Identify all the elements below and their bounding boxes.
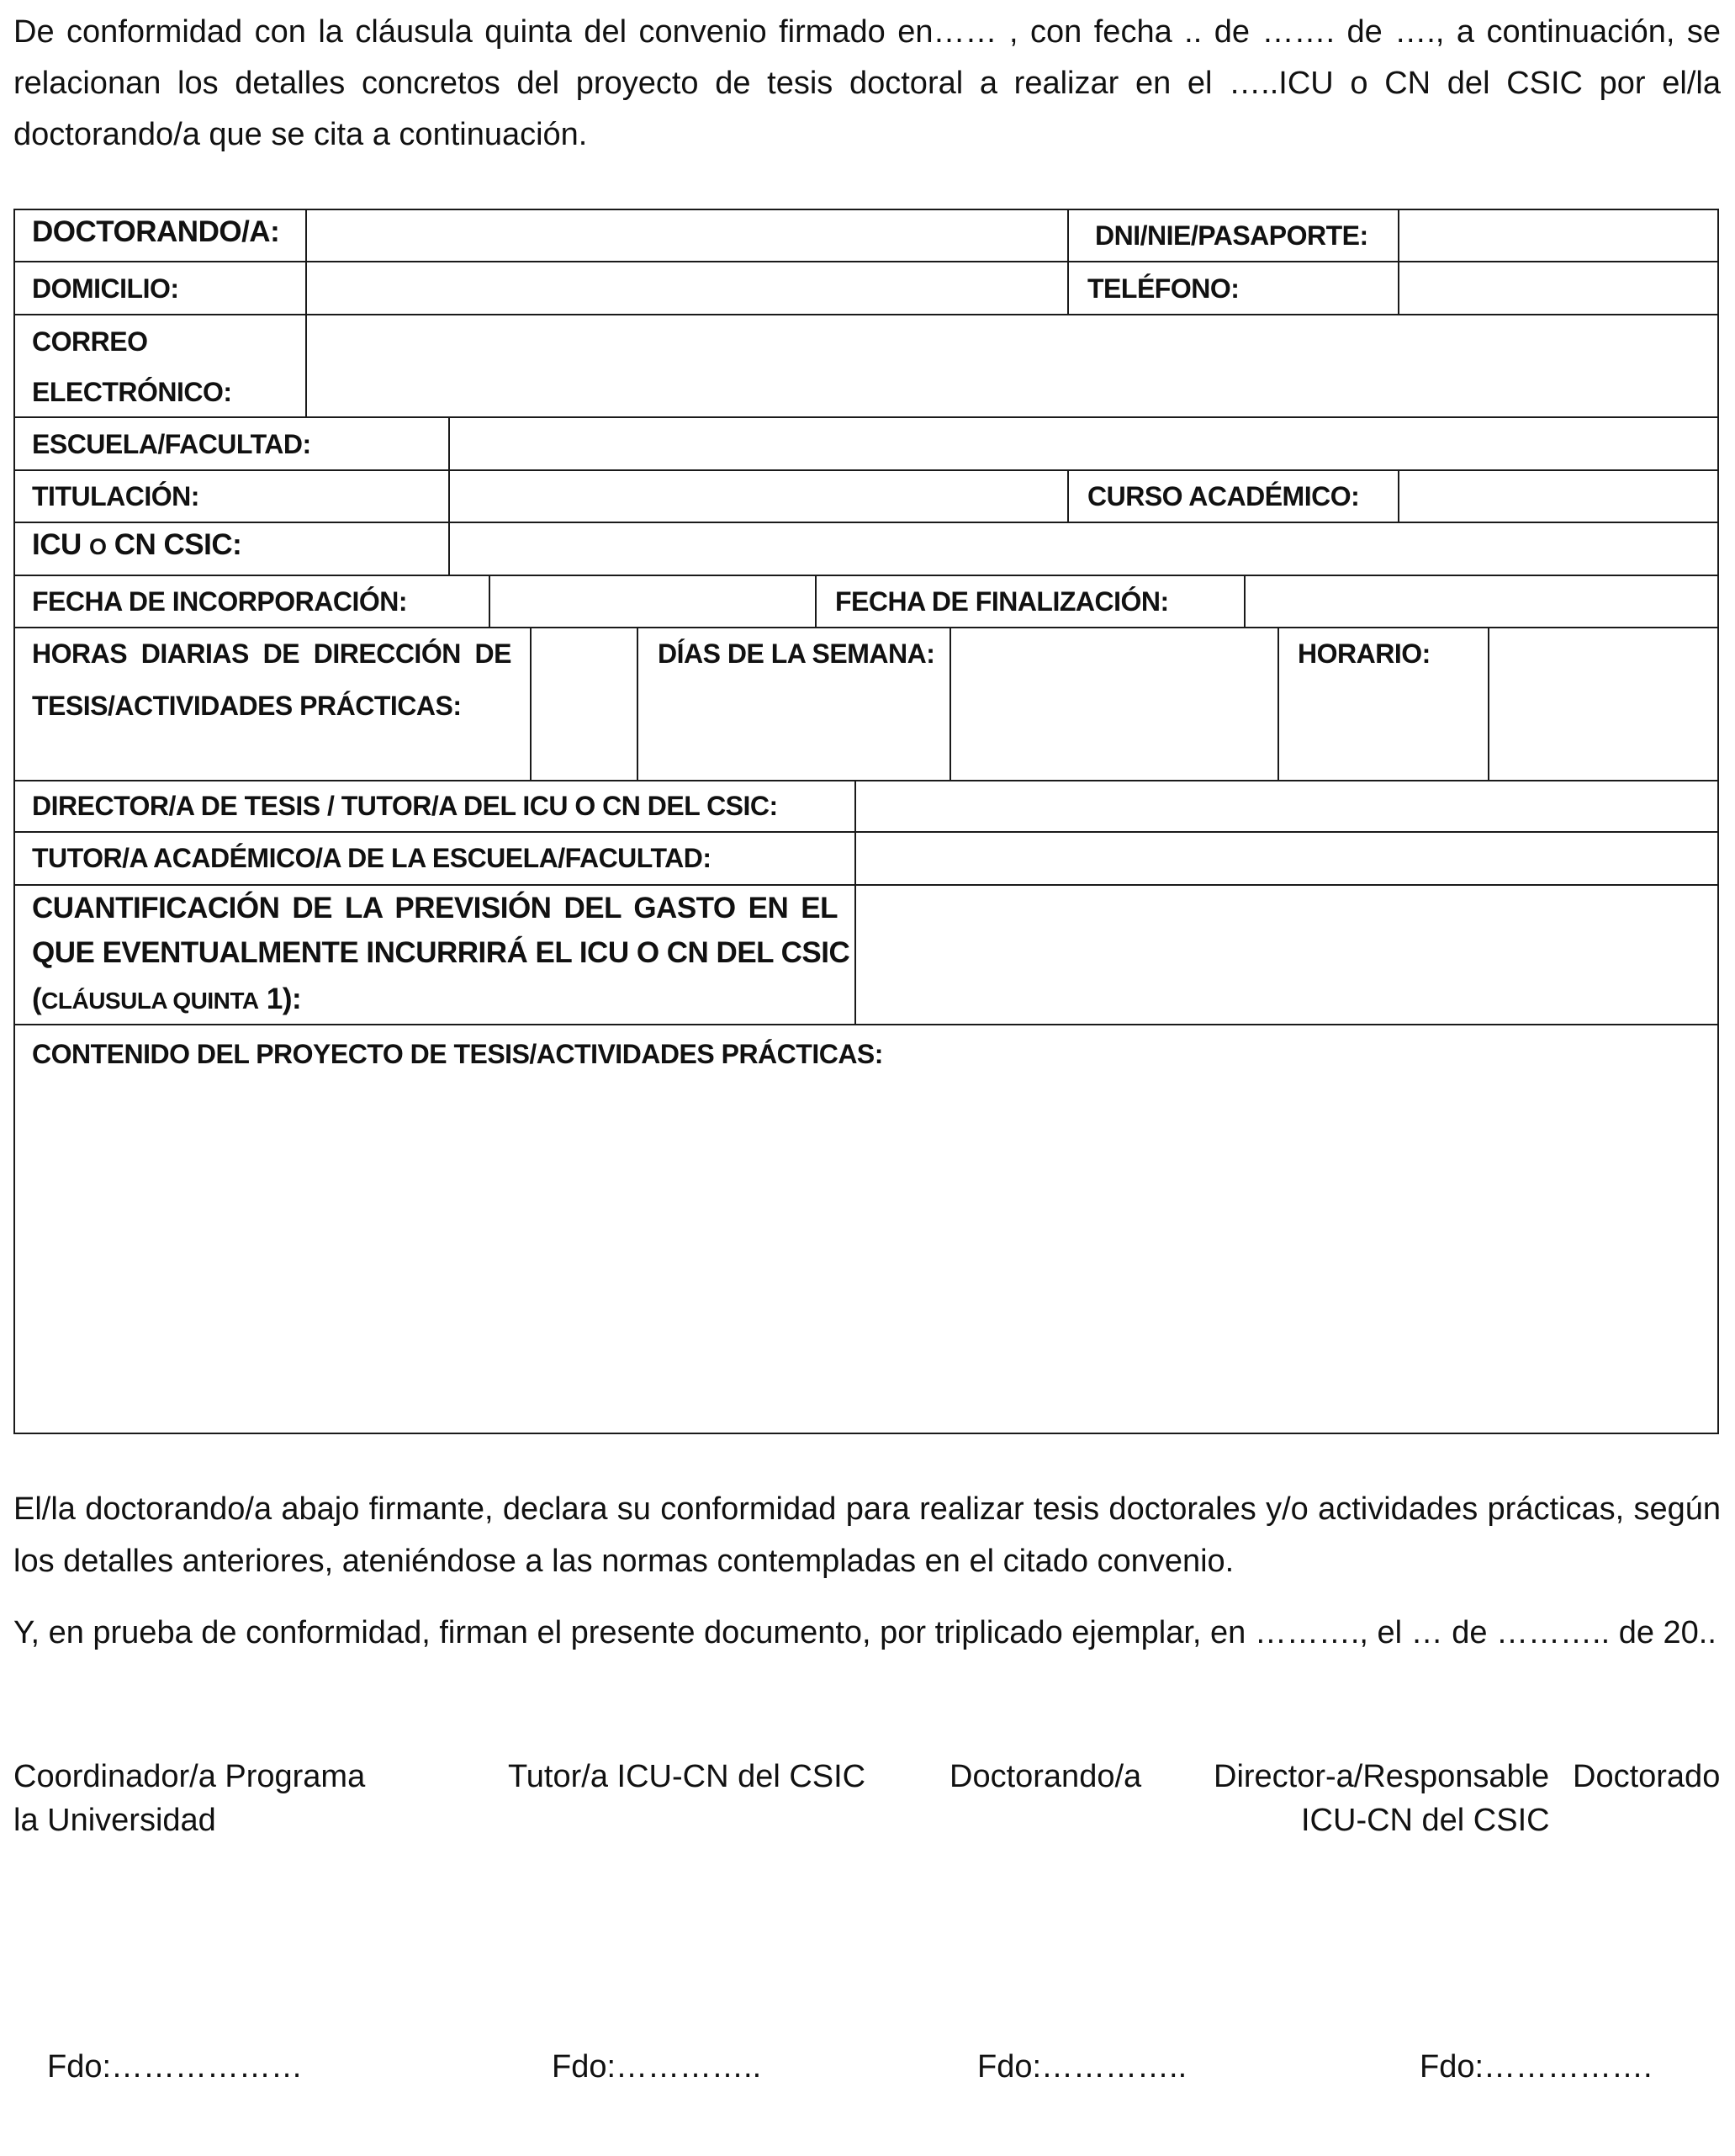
label-correo-1: CORREO xyxy=(32,326,148,357)
sig-coordinador: Coordinador/a Programa xyxy=(13,1759,366,1794)
label-horario: HORARIO: xyxy=(1298,638,1431,669)
correo-input[interactable] xyxy=(308,316,1716,416)
contenido-input[interactable] xyxy=(16,1077,1716,1432)
label-horas-1: HORAS DIARIAS DE DIRECCIÓN DE xyxy=(32,638,511,669)
gasto-input[interactable] xyxy=(857,887,1716,1023)
sig-coordinador-universidad: la Universidad xyxy=(13,1803,216,1838)
sig-tutor: Tutor/a ICU-CN del CSIC xyxy=(508,1759,866,1794)
intro-paragraph: De conformidad con la cláusula quinta del convenio firmado en…… , con fecha .. de ……. de …., a continuación, se relacionan los detalles concretos del proyecto de tesis doctoral a realizar en el …..ICU o CN del CSIC por el/la doctorando/a que se cita a continuación. xyxy=(13,14,1721,152)
label-contenido: CONTENIDO DEL PROYECTO DE TESIS/ACTIVIDADES PRÁCTICAS: xyxy=(32,1039,883,1069)
declaracion-paragraph: El/la doctorando/a abajo firmante, declara su conformidad para realizar tesis doctorales y/o actividades prácticas, según los detalles anteriores, ateniéndose a las normas contempladas en el citado convenio. xyxy=(13,1491,1721,1579)
label-correo-2: ELECTRÓNICO: xyxy=(32,377,232,407)
sig-director: Director-a/Responsable xyxy=(1214,1759,1550,1794)
doctorando-input[interactable] xyxy=(308,211,1066,260)
label-icu: ICU O CN CSIC: xyxy=(32,528,242,561)
fecha-finalizacion-input[interactable] xyxy=(1246,577,1716,626)
label-director: DIRECTOR/A DE TESIS / TUTOR/A DEL ICU O CN DEL CSIC: xyxy=(32,791,778,821)
horario-input[interactable] xyxy=(1490,629,1716,779)
director-input[interactable] xyxy=(857,782,1716,830)
fdo-tutor[interactable]: Fdo:………….. xyxy=(552,2049,762,2084)
telefono-input[interactable] xyxy=(1400,263,1716,313)
label-curso: CURSO ACADÉMICO: xyxy=(1087,481,1360,511)
label-gasto-1: CUANTIFICACIÓN DE LA PREVISIÓN DEL GASTO EN EL xyxy=(32,892,838,924)
label-dias: DÍAS DE LA SEMANA: xyxy=(658,638,935,669)
label-domicilio: DOMICILIO: xyxy=(32,273,179,304)
escuela-input[interactable] xyxy=(451,419,1716,469)
sig-doctorando: Doctorando/a xyxy=(949,1759,1142,1794)
titulacion-input[interactable] xyxy=(451,472,1066,521)
sig-doctorado: Doctorado xyxy=(1573,1759,1721,1794)
label-dni: DNI/NIE/PASAPORTE: xyxy=(1095,220,1368,251)
icu-input[interactable] xyxy=(451,524,1716,574)
sig-director-icu: ICU-CN del CSIC xyxy=(1301,1803,1550,1838)
horas-input[interactable] xyxy=(532,629,636,779)
label-tutor: TUTOR/A ACADÉMICO/A DE LA ESCUELA/FACULTAD: xyxy=(32,843,711,873)
fdo-doctorando[interactable]: Fdo:………….. xyxy=(977,2049,1188,2084)
dias-input[interactable] xyxy=(952,629,1277,779)
label-escuela: ESCUELA/FACULTAD: xyxy=(32,429,311,459)
label-gasto-3: (CLÁUSULA QUINTA 1): xyxy=(32,983,302,1015)
label-fecha-incorporacion: FECHA DE INCORPORACIÓN: xyxy=(32,586,407,617)
prueba-paragraph: Y, en prueba de conformidad, firman el presente documento, por triplicado ejemplar, en ………., el … de ……….. de 20.. xyxy=(13,1615,1716,1650)
tutor-input[interactable] xyxy=(857,834,1716,883)
domicilio-input[interactable] xyxy=(308,263,1066,313)
label-titulacion: TITULACIÓN: xyxy=(32,481,199,511)
label-gasto-2: QUE EVENTUALMENTE INCURRIRÁ EL ICU O CN DEL CSIC xyxy=(32,936,850,969)
fecha-incorporacion-input[interactable] xyxy=(491,577,814,626)
fdo-director[interactable]: Fdo:……………. xyxy=(1420,2049,1653,2084)
label-horas-2: TESIS/ACTIVIDADES PRÁCTICAS: xyxy=(32,691,462,721)
label-telefono: TELÉFONO: xyxy=(1087,273,1240,304)
curso-input[interactable] xyxy=(1400,472,1716,521)
label-fecha-finalizacion: FECHA DE FINALIZACIÓN: xyxy=(835,586,1169,617)
fdo-coordinador[interactable]: Fdo:……………… xyxy=(47,2049,304,2084)
dni-input[interactable] xyxy=(1400,211,1716,260)
label-doctorando: DOCTORANDO/A: xyxy=(32,215,280,248)
